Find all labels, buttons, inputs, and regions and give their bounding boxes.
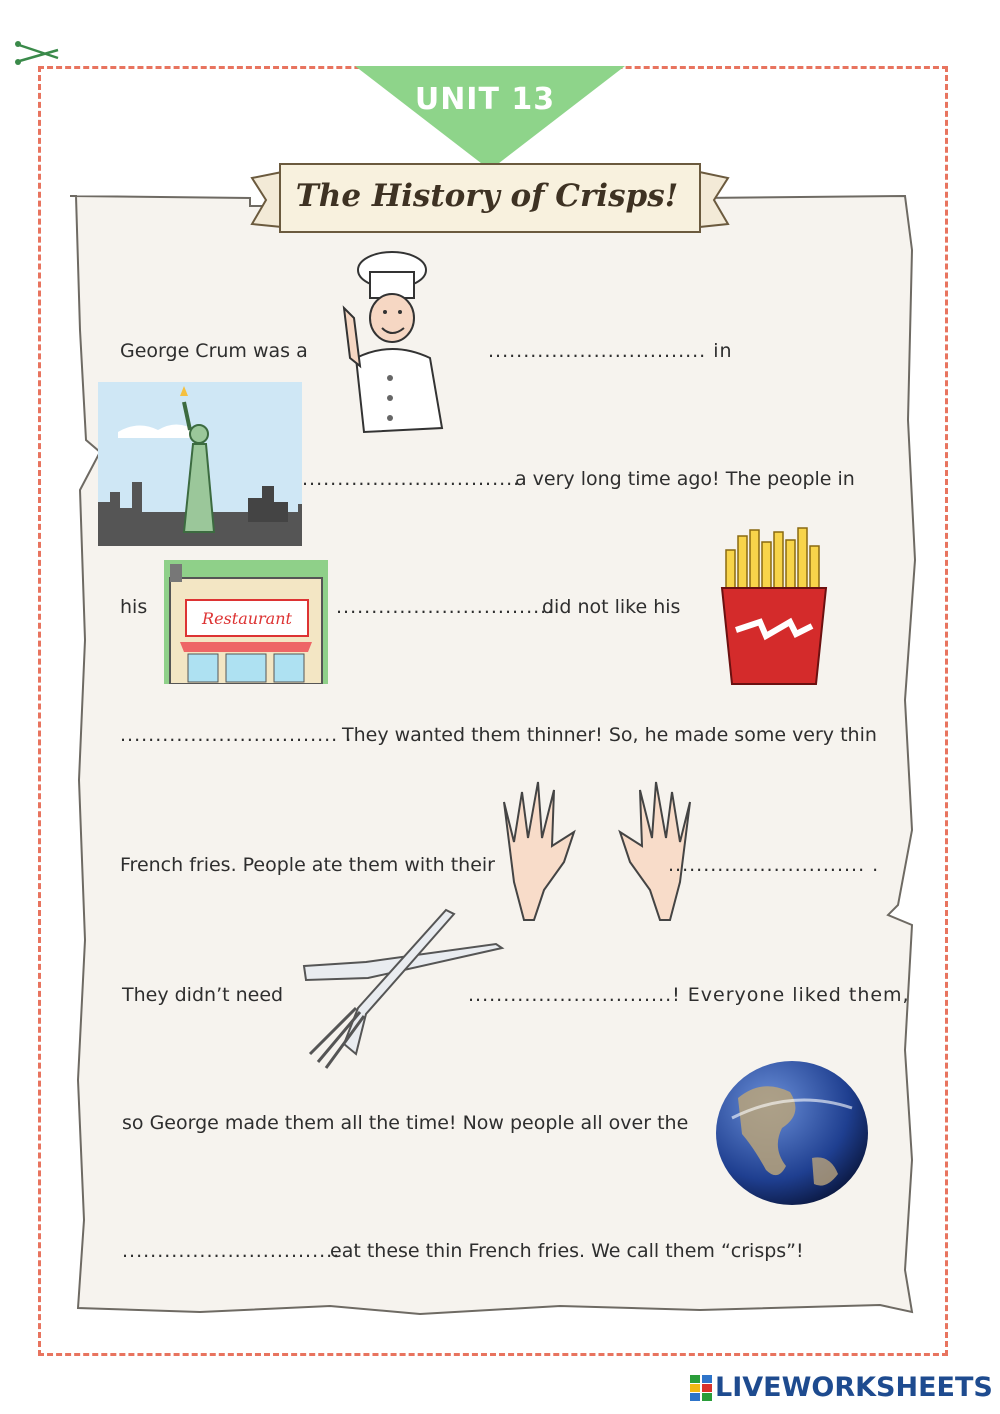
story-line-2: a very long time ago! The people in: [515, 468, 855, 490]
statue-of-liberty-icon: [98, 382, 302, 546]
story-line-6: They didn’t need: [122, 984, 284, 1006]
answer-blank-2[interactable]: ...............................: [302, 468, 521, 490]
globe-icon: [712, 1058, 872, 1208]
liveworksheets-icon: [690, 1375, 712, 1401]
liveworksheets-logo: [690, 1372, 993, 1403]
brand-name: LIVEWORKSHEETS: [715, 1372, 993, 1403]
unit-label: UNIT 13: [414, 82, 556, 117]
story-line-3-end: did not like his: [542, 596, 681, 618]
restaurant-icon: [164, 560, 328, 684]
answer-blank-5[interactable]: ............................ .: [668, 854, 880, 876]
answer-blank-8[interactable]: ...............................: [122, 1240, 341, 1262]
story-line-5: French fries. People ate them with their: [120, 854, 495, 876]
french-fries-icon: [716, 526, 832, 686]
story-line-7: so George made them all the time! Now people all over the: [122, 1112, 689, 1134]
story-line-8: eat these thin French fries. We call them “crisps”!: [330, 1240, 804, 1262]
answer-blank-1[interactable]: ............................... in: [488, 340, 733, 362]
page-title: The History of Crisps!: [295, 178, 679, 214]
hands-icon: [494, 772, 700, 924]
chef-icon: [330, 248, 460, 436]
story-line-1: George Crum was a: [120, 340, 308, 362]
answer-blank-3[interactable]: ...............................: [336, 596, 555, 618]
answer-blank-4[interactable]: ............................... .: [120, 724, 353, 746]
answer-blank-6[interactable]: .............................! Everyone liked them,: [468, 984, 910, 1006]
story-line-3-start: his: [120, 596, 148, 618]
story-line-4: They wanted them thinner! So, he made some very thin: [342, 724, 877, 746]
restaurant-sign-text: Restaurant: [202, 609, 292, 628]
